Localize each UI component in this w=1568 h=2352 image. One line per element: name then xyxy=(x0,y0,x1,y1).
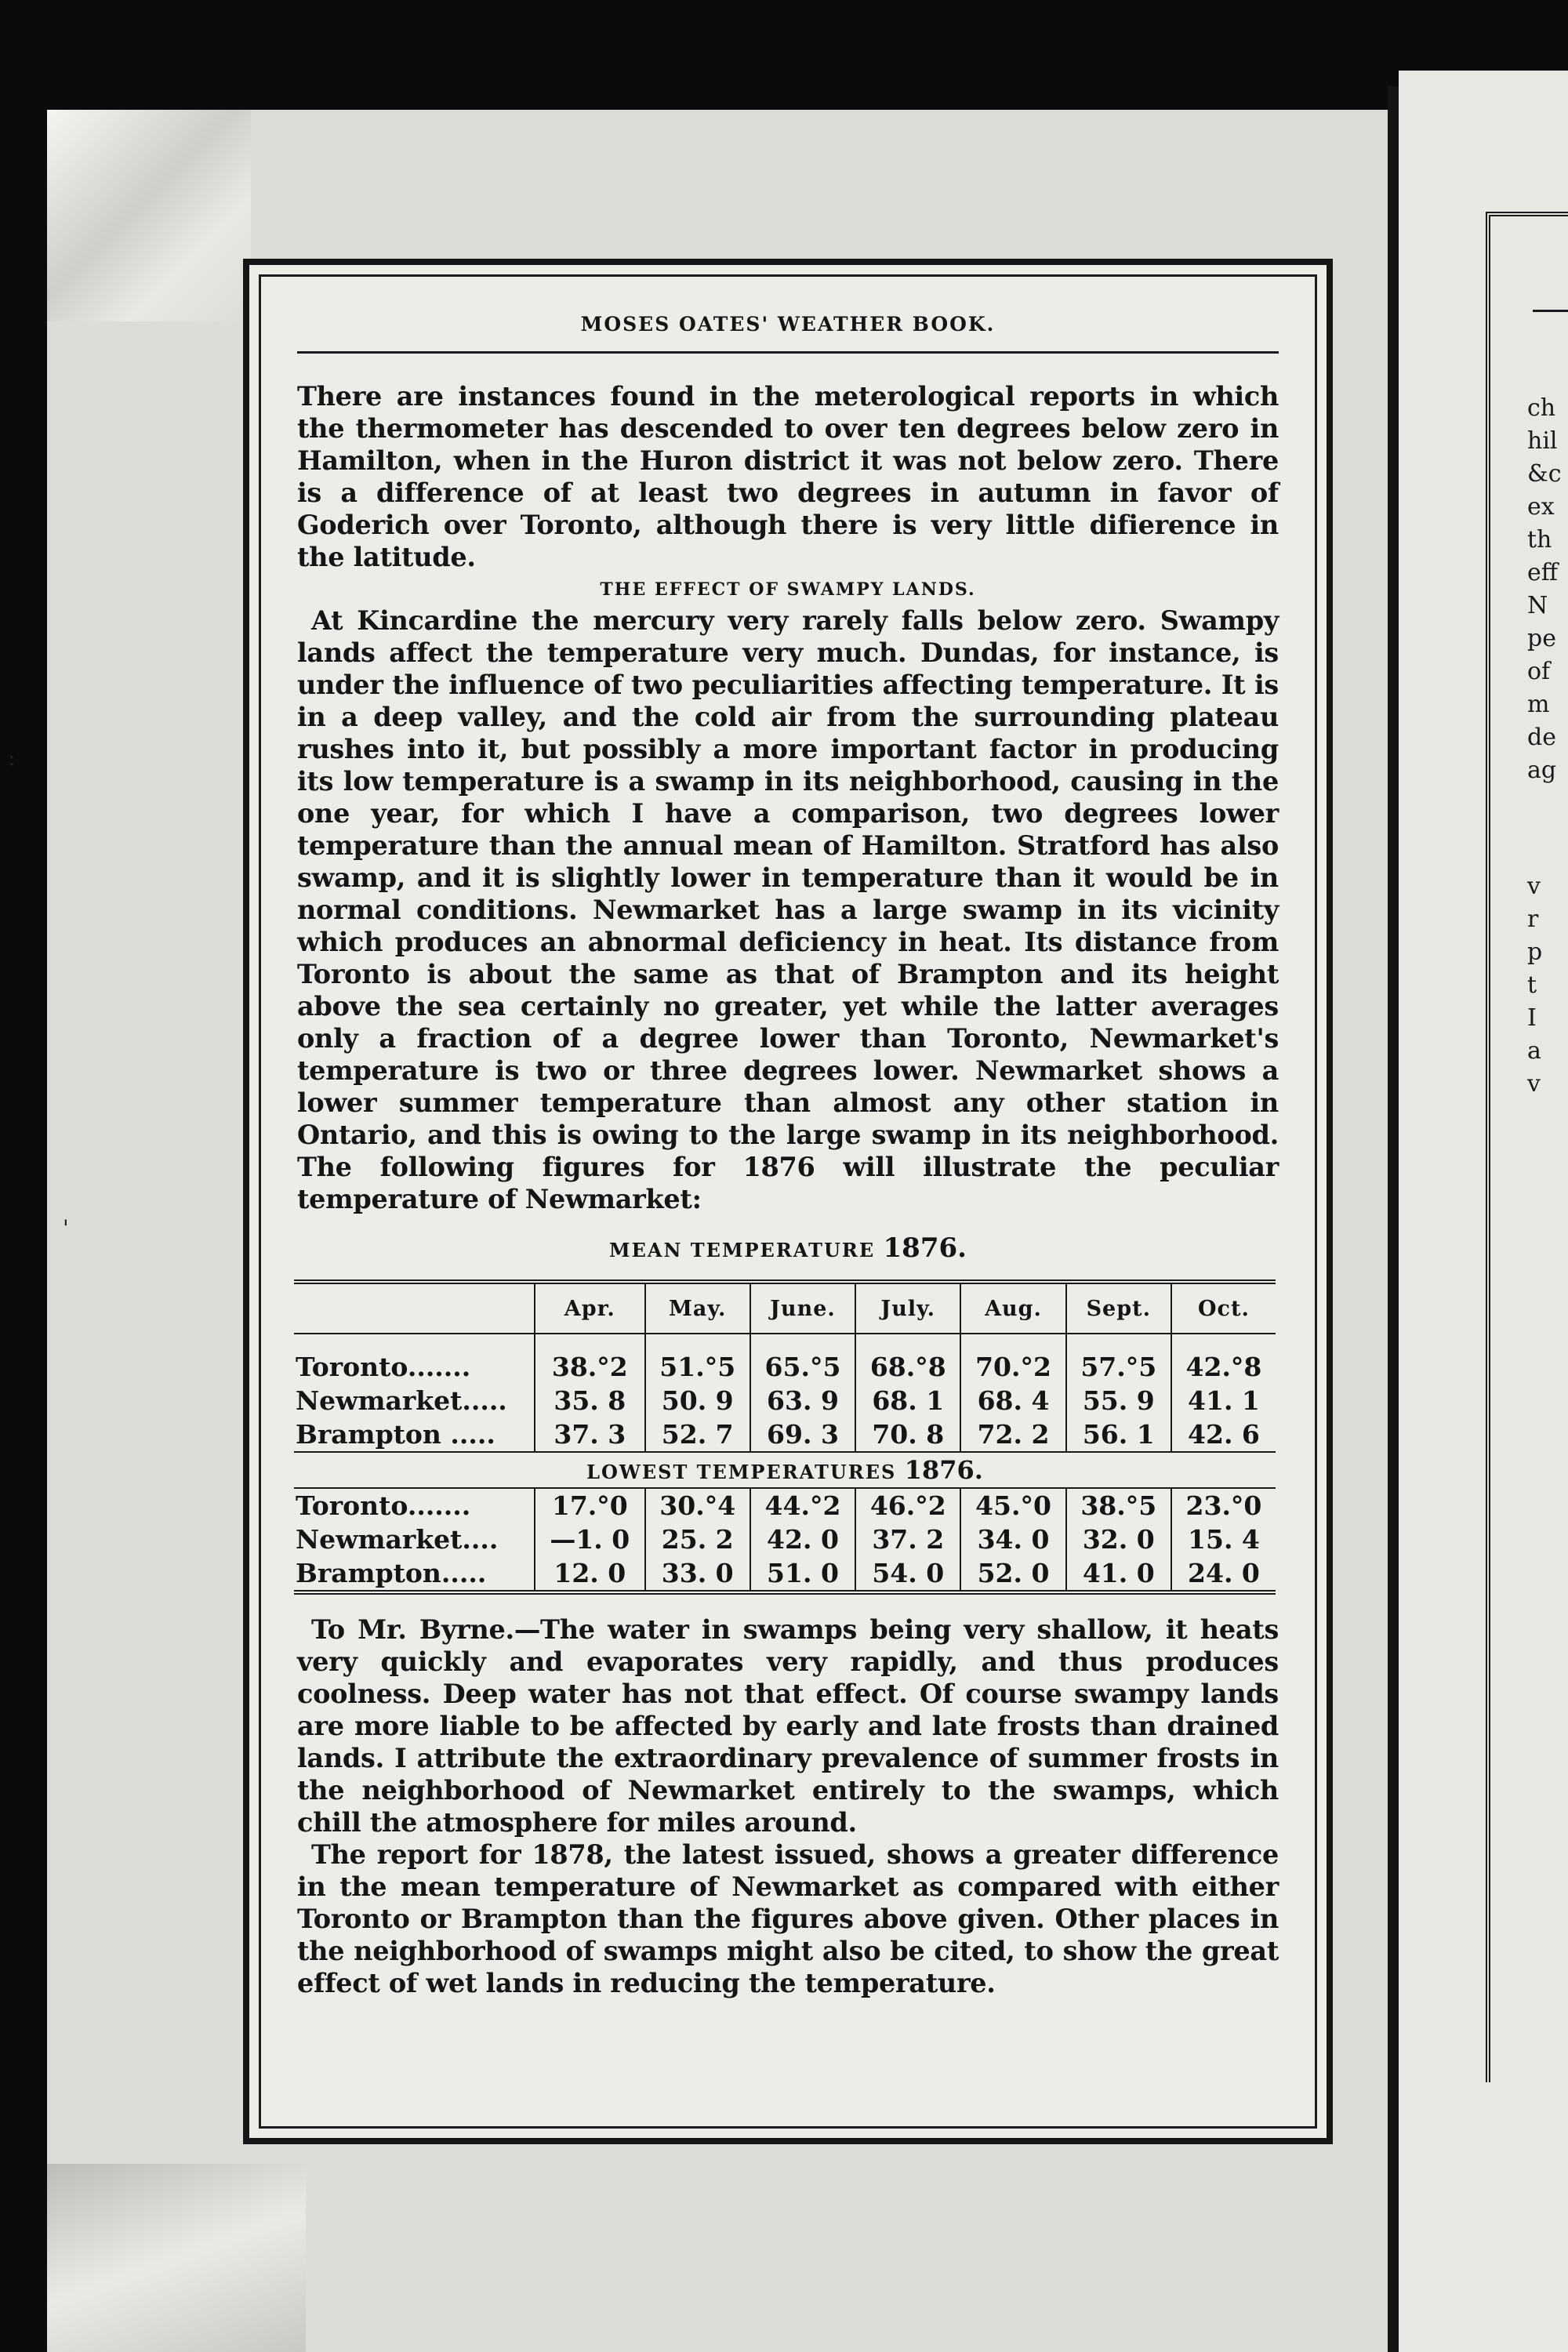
section-heading: THE EFFECT OF SWAMPY LANDS. xyxy=(600,579,976,600)
page-corner-decoration-bottom xyxy=(47,2164,306,2352)
lowest-temperatures-heading xyxy=(294,1452,1276,1488)
lowest-title-year: 1876. xyxy=(904,1455,983,1485)
table-cell: 57.°5 xyxy=(1066,1350,1171,1384)
facing-page-fragment: ag xyxy=(1527,757,1557,784)
facing-page-fragment: N xyxy=(1527,592,1548,619)
page-frame xyxy=(243,259,1333,2144)
table-cell: 25. 2 xyxy=(645,1523,750,1556)
table-cell: 42.°8 xyxy=(1171,1350,1276,1384)
facing-page-fragment: r xyxy=(1527,906,1539,933)
table-cell: 15. 4 xyxy=(1171,1523,1276,1556)
table-cell: 56. 1 xyxy=(1066,1417,1171,1452)
facing-page-fragment: I xyxy=(1527,1004,1537,1032)
table-cell: 32. 0 xyxy=(1066,1523,1171,1556)
table-cell: 30.°4 xyxy=(645,1488,750,1523)
table-cell: 45.°0 xyxy=(960,1488,1065,1523)
edge-mark: ' xyxy=(63,1215,69,1241)
row-place: Toronto....... xyxy=(296,1490,471,1521)
page-corner-decoration xyxy=(47,110,251,321)
table-cell: 41. 0 xyxy=(1066,1556,1171,1592)
table-cell: 52. 0 xyxy=(960,1556,1065,1592)
facing-page-fragment: v xyxy=(1527,1070,1541,1098)
column-header: July. xyxy=(855,1282,960,1334)
page-gutter-line xyxy=(1388,86,1399,2352)
row-place: Newmarket..... xyxy=(296,1385,507,1416)
table-cell: 55. 9 xyxy=(1066,1384,1171,1417)
table-row xyxy=(294,1384,1276,1417)
table-row xyxy=(294,1488,1276,1523)
spacer xyxy=(297,1595,1279,1613)
facing-page-fragment: t xyxy=(1527,971,1537,999)
facing-page-fragment: of xyxy=(1527,658,1551,685)
facing-page-fragment: m xyxy=(1527,691,1550,718)
table-cell: 68.°8 xyxy=(855,1350,960,1384)
column-header: June. xyxy=(750,1282,855,1334)
table-cell: 24. 0 xyxy=(1171,1556,1276,1592)
facing-page-fragment: ch xyxy=(1527,394,1556,422)
table-cell: 65.°5 xyxy=(750,1350,855,1384)
table-cell: 51.°5 xyxy=(645,1350,750,1384)
table-cell: 46.°2 xyxy=(855,1488,960,1523)
table-cell: 70.°2 xyxy=(960,1350,1065,1384)
table-cell: 68. 1 xyxy=(855,1384,960,1417)
table-cell: 23.°0 xyxy=(1171,1488,1276,1523)
table-cell: 42. 0 xyxy=(750,1523,855,1556)
table-cell: 44.°2 xyxy=(750,1488,855,1523)
facing-page-fragment: hil xyxy=(1527,427,1558,455)
table-title xyxy=(297,1232,1279,1264)
table-row xyxy=(294,1556,1276,1592)
facing-page-rule xyxy=(1533,310,1568,312)
table-cell: 50. 9 xyxy=(645,1384,750,1417)
temperature-table xyxy=(294,1279,1276,1595)
edge-mark: : xyxy=(8,745,16,771)
column-header: Apr. xyxy=(535,1282,645,1334)
table-cell: 37. 2 xyxy=(855,1523,960,1556)
page-content xyxy=(259,274,1317,2129)
facing-page-fragment: pe xyxy=(1527,625,1556,652)
byrne-paragraph: To Mr. Byrne.—The water in swamps being very shallow, it heats very quickly and evaporates very rapidly, and thus produces coolness. Deep water has not that effect. Of course swampy lands are more liable to be affected by early and late frosts than drained lands. I attribute the extraordinary prevalence of summer frosts in the neighborhood of Newmarket entirely to the swamps, which chill the atmosphere for miles around. xyxy=(297,1614,1279,1838)
column-header: Oct. xyxy=(1171,1282,1276,1334)
table-cell: 38.°2 xyxy=(535,1350,645,1384)
table-cell: 12. 0 xyxy=(535,1556,645,1592)
facing-page-fragment: de xyxy=(1527,724,1556,751)
table-row xyxy=(294,1350,1276,1384)
row-place: Toronto....... xyxy=(296,1352,471,1382)
table-cell: 70. 8 xyxy=(855,1417,960,1452)
table-cell: 38.°5 xyxy=(1066,1488,1171,1523)
row-place: Newmarket.... xyxy=(296,1524,499,1555)
table-cell: —1. 0 xyxy=(535,1523,645,1556)
table-cell: 34. 0 xyxy=(960,1523,1065,1556)
table-cell: 42. 6 xyxy=(1171,1417,1276,1452)
table-cell: 68. 4 xyxy=(960,1384,1065,1417)
table-cell: 52. 7 xyxy=(645,1417,750,1452)
table-title-year: 1876. xyxy=(883,1232,967,1264)
table-row xyxy=(294,1523,1276,1556)
row-place: Brampton..... xyxy=(296,1558,487,1588)
spacer-row xyxy=(294,1334,1276,1350)
table-cell: 51. 0 xyxy=(750,1556,855,1592)
column-header: Aug. xyxy=(960,1282,1065,1334)
lowest-title-text: LOWEST TEMPERATURES xyxy=(586,1461,905,1483)
table-cell: 33. 0 xyxy=(645,1556,750,1592)
facing-page-fragment: th xyxy=(1527,526,1552,554)
table-title-text: MEAN TEMPERATURE xyxy=(609,1239,876,1261)
table-header-row xyxy=(294,1282,1276,1334)
column-header: May. xyxy=(645,1282,750,1334)
facing-page-fragment: ex xyxy=(1527,493,1555,521)
table-cell: 63. 9 xyxy=(750,1384,855,1417)
table-row xyxy=(294,1417,1276,1452)
swamp-paragraph: At Kincardine the mercury very rarely falls below zero. Swampy lands affect the temperature very much. Dundas, for instance, is under the influence of two peculiarities affecting temperature. It is in a deep valley, and the cold air from the surrounding plateau rushes into it, but possibly a more important factor in producing its low temperature is a swamp in its neighborhood, causing in the one year, for which I have a comparison, two degrees lower temperature than the annual mean of Hamilton. Stratford has also swamp, and it is slightly lower in temperature than it would be in normal conditions. Newmarket has a large swamp in its vicinity which produces an abnormal deficiency in heat. Its distance from Toronto is about the same as that of Brampton and its height above the sea certainly no greater, yet while the latter averages only a fraction of a degree lower than Toronto, Newmarket's temperature is two or three degrees lower. Newmarket shows a lower summer temperature than almost any other station in Ontario, and this is owing to the large swamp in its neighborhood. The following figures for 1876 will illustrate the peculiar temperature of Newmarket: xyxy=(297,605,1279,1214)
facing-page-fragment: p xyxy=(1527,938,1543,966)
table-cell: 69. 3 xyxy=(750,1417,855,1452)
table-cell: 17.°0 xyxy=(535,1488,645,1523)
row-place: Brampton ..... xyxy=(296,1419,495,1450)
header-rule xyxy=(297,351,1279,354)
table-header-blank xyxy=(294,1282,535,1334)
facing-page-fragment: eff xyxy=(1527,559,1559,586)
table-cell: 54. 0 xyxy=(855,1556,960,1592)
running-head: MOSES OATES' WEATHER BOOK. xyxy=(580,313,996,336)
report-paragraph: The report for 1878, the latest issued, shows a greater difference in the mean temperature of Newmarket as compared with either Toronto or Brampton than the figures above given. Other places in the neighborhood of swamps might also be cited, to show the great effect of wet lands in reducing the temperature. xyxy=(297,1839,1279,1998)
table-cell: 35. 8 xyxy=(535,1384,645,1417)
lowest-temperatures-title xyxy=(294,1452,1276,1488)
table-cell: 72. 2 xyxy=(960,1417,1065,1452)
facing-page-fragment: v xyxy=(1527,873,1541,900)
table-cell: 37. 3 xyxy=(535,1417,645,1452)
facing-page-fragment: &c xyxy=(1527,460,1562,488)
intro-paragraph: There are instances found in the meterological reports in which the thermometer has descended to over ten degrees below zero in Hamilton, when in the Huron district it was not below zero. There is a difference of at least two degrees in autumn in favor of Goderich over Toronto, although there is very little difierence in the latitude. xyxy=(297,381,1279,572)
column-header: Sept. xyxy=(1066,1282,1171,1334)
facing-page-fragment: a xyxy=(1527,1037,1541,1065)
table-cell: 41. 1 xyxy=(1171,1384,1276,1417)
